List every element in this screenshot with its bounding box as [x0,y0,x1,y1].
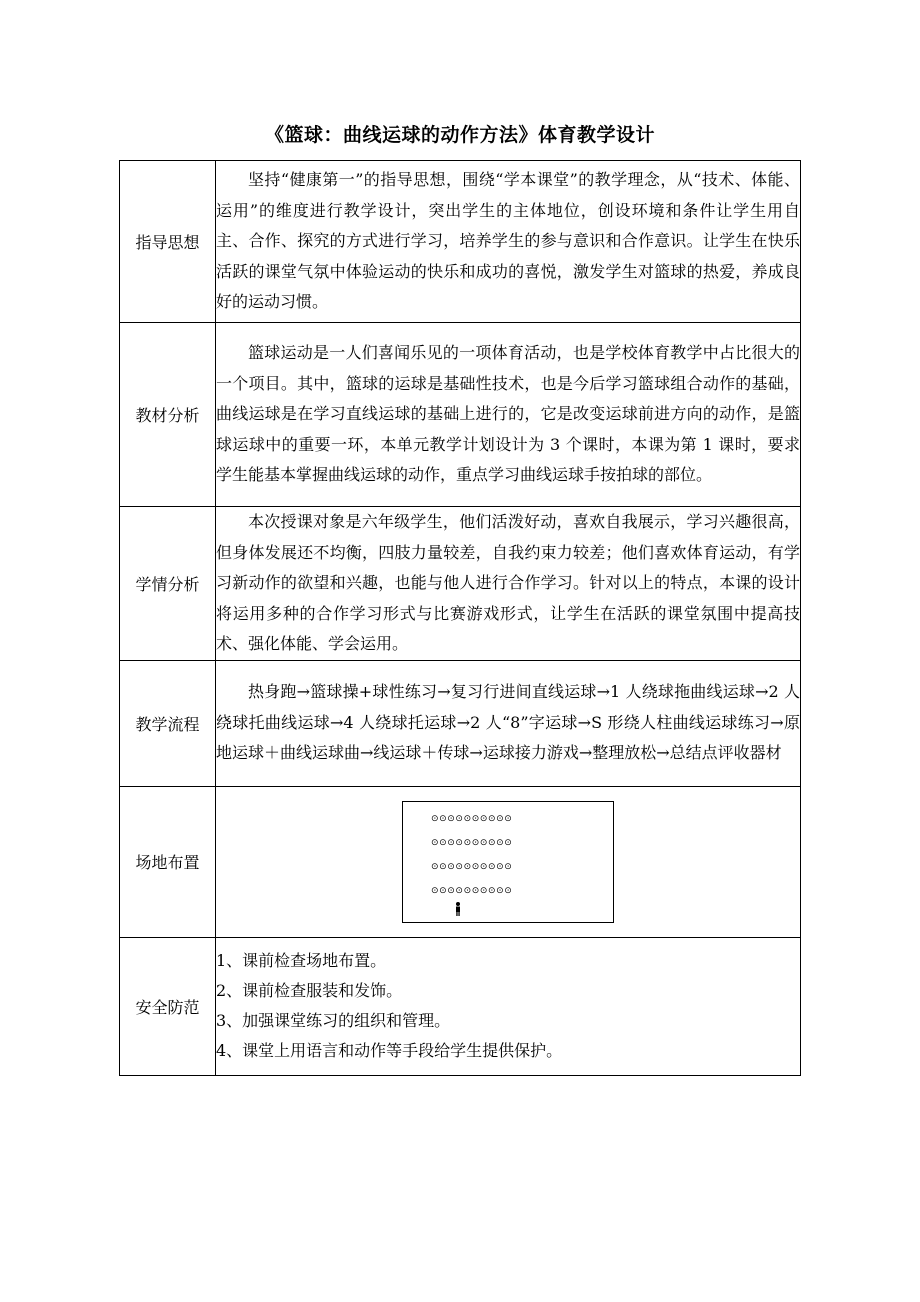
material-analysis-text: 篮球运动是一人们喜闻乐见的一项体育活动，也是学校体育教学中占比很大的一个项目。其中，篮球的运球是基础性技术，也是今后学习篮球组合动作的基础，曲线运球是在学习直线运球的基础上进行的，它是改变运球前进方向的动作，是篮球运球中的重要一环，本单元教学计划设计为 3 个课时，本课为第 1 课时，要求学生能基本掌握曲线运球的动作，重点学习曲线运球手按拍球的部位。 [216,343,800,485]
row-label: 学情分析 [120,507,216,661]
player-row: ⊙⊙⊙⊙⊙⊙⊙⊙⊙⊙ [431,861,513,872]
row-content [216,786,801,937]
safety-item: 4、课堂上用语言和动作等手段给学生提供保护。 [216,1041,563,1060]
table-row [120,161,801,323]
row-label: 教材分析 [120,323,216,507]
table-row [120,660,801,786]
table-row [120,507,801,661]
row-content [216,323,801,507]
guiding-ideology-text: 坚持“健康第一”的指导思想，围绕“学本课堂”的教学理念，从“技术、体能、运用”的维度进行教学设计，突出学生的主体地位，创设环境和条件让学生用自主、合作、探究的方式进行学习，培养学生的参与意识和合作意识。让学生在快乐活跃的课堂气氛中体验运动的快乐和成功的喜悦，激发学生对篮球的热爱，养成良好的运动习惯。 [216,170,800,312]
row-content [216,660,801,786]
player-row: ⊙⊙⊙⊙⊙⊙⊙⊙⊙⊙ [431,885,513,896]
student-analysis-text: 本次授课对象是六年级学生，他们活泼好动，喜欢自我展示，学习兴趣很高，但身体发展还不均衡，四肢力量较差，自我约束力较差；他们喜欢体育运动，有学习新动作的欲望和兴趣，也能与他人进行合作学习。针对以上的特点，本课的设计将运用多种的合作学习形式与比赛游戏形式，让学生在活跃的课堂氛围中提高技术、强化体能、学会运用。 [216,512,800,653]
teaching-flow-text: 热身跑→篮球操+球性练习→复习行进间直线运球→1 人绕球拖曲线运球→2 人绕球托曲线运球→4 人绕球托运球→2 人“8”字运球→S 形绕人柱曲线运球练习→原地运球＋曲线运球曲→线运球＋传球→运球接力游戏→整理放松→总结点评收器材 [216,682,800,763]
player-row: ⊙⊙⊙⊙⊙⊙⊙⊙⊙⊙ [431,813,513,824]
table-row [120,786,801,937]
field-layout-diagram [402,801,614,923]
row-label: 指导思想 [120,161,216,323]
row-content [216,161,801,323]
row-content [216,507,801,661]
table-row [120,937,801,1075]
row-label: 场地布置 [120,786,216,937]
safety-item: 3、加强课堂练习的组织和管理。 [216,1011,451,1030]
player-row: ⊙⊙⊙⊙⊙⊙⊙⊙⊙⊙ [431,837,513,848]
table-row [120,323,801,507]
teacher-icon [455,902,461,916]
row-content [216,937,801,1075]
document-title: 《篮球：曲线运球的动作方法》体育教学设计 [264,124,655,146]
row-label: 安全防范 [120,937,216,1075]
row-label: 教学流程 [120,660,216,786]
lesson-plan-table [119,160,801,1076]
safety-item: 1、课前检查场地布置。 [216,951,387,970]
safety-item: 2、课前检查服装和发饰。 [216,981,403,1000]
